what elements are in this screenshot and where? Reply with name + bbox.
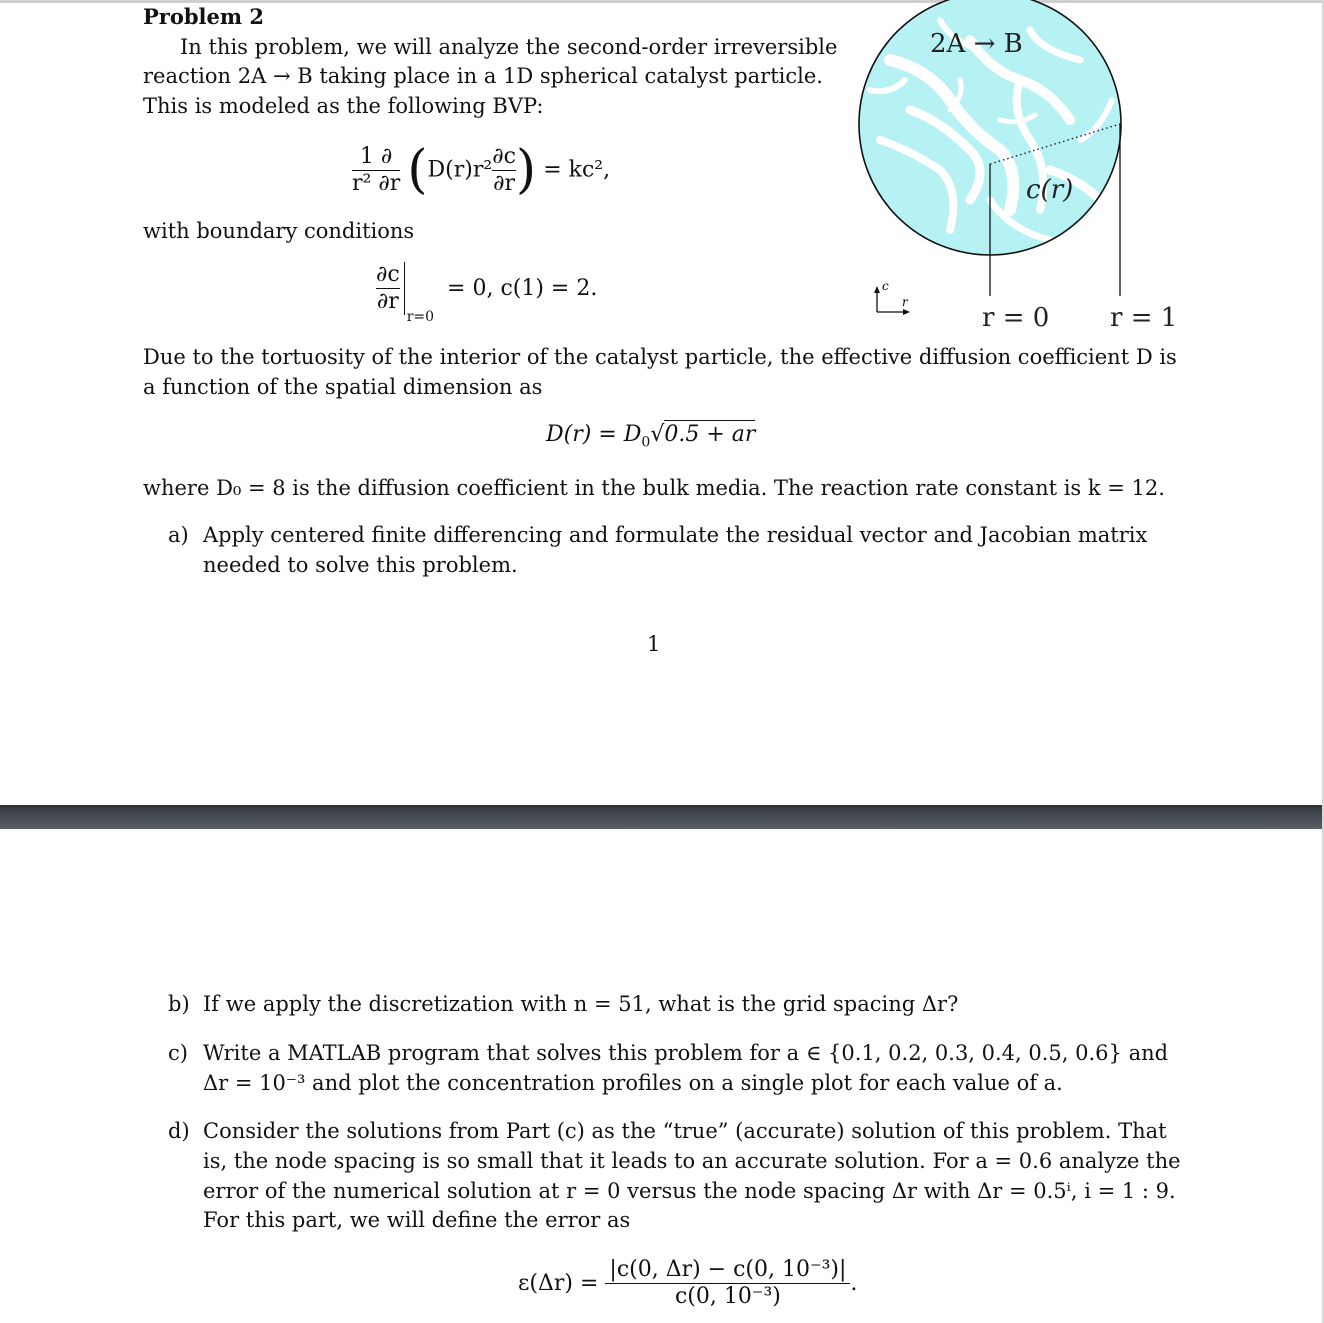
diffusion-radical: 0.5 + ar — [664, 422, 756, 447]
part-d-label: d) — [168, 1119, 190, 1143]
axis-r-label: r — [902, 295, 908, 309]
pde-equation — [352, 140, 610, 200]
part-a-line-2: needed to solve this problem. — [203, 553, 518, 577]
concentration-label: c(r) — [1026, 175, 1074, 205]
bc-deriv-den: ∂r — [376, 289, 399, 314]
page-separator — [0, 805, 1324, 829]
diffusion-sub: 0 — [641, 434, 651, 451]
bc-equation — [376, 262, 597, 325]
part-d-line-1: Consider the solutions from Part (c) as the “true” (accurate) solution of this problem. That — [203, 1119, 1167, 1143]
pde-prefix-fraction — [352, 144, 400, 197]
page-2 — [0, 829, 1324, 1323]
pde-prefix-den: r² ∂r — [352, 170, 401, 196]
c-axis-arrow — [874, 286, 880, 293]
bc-deriv-num: ∂c — [376, 262, 400, 287]
constants-line: where D₀ = 8 is the diffusion coefficient in the bulk media. The reaction rate constant is k = 12. — [143, 476, 1165, 500]
right-paren: ) — [515, 140, 537, 200]
tortuosity-line-1: Due to the tortuosity of the interior of the catalyst particle, the effective diffusion coefficient D is — [143, 345, 1177, 369]
part-a-line-1: Apply centered finite differencing and formulate the residual vector and Jacobian matrix — [203, 523, 1148, 547]
part-d-line-2: is, the node spacing is so small that it leads to an accurate solution. For a = 0.6 analyze the — [203, 1149, 1181, 1173]
part-b-line: If we apply the discretization with n = 51, what is the grid spacing Δr? — [203, 992, 959, 1016]
diffusion-lhs: D(r) = D — [546, 422, 642, 447]
error-den: c(0, 10⁻³) — [674, 1284, 781, 1309]
error-lhs: ε(Δr) = — [518, 1271, 599, 1296]
bc-intro: with boundary conditions — [143, 219, 415, 243]
error-equation — [518, 1257, 857, 1310]
r1-label: r = 1 — [1110, 303, 1178, 333]
diffusion-equation: $D(r) = D_0√0.5$ + ar — [546, 422, 756, 451]
bc-deriv — [376, 262, 405, 315]
pde-prefix-num: 1 ∂ — [352, 144, 400, 171]
part-b-label: b) — [168, 992, 190, 1016]
pde-inner-left: D(r)r² — [427, 157, 493, 183]
part-a-label: a) — [168, 523, 189, 547]
r0-label: r = 0 — [982, 303, 1050, 333]
tortuosity-line-2: a function of the spatial dimension as — [143, 375, 543, 399]
error-end: . — [850, 1271, 858, 1296]
intro-line-1: In this problem, we will analyze the second-order irreversible — [180, 35, 838, 59]
part-d-line-4: For this part, we will define the error as — [203, 1208, 631, 1232]
part-d-line-3: error of the numerical solution at r = 0 versus the node spacing Δr with Δr = 0.5ⁱ, i = 1 : 9. — [203, 1179, 1176, 1203]
intro-line-2: reaction 2A → B taking place in a 1D spherical catalyst particle. — [143, 64, 823, 88]
part-c-label: c) — [168, 1041, 188, 1065]
pde-inner-den: ∂r — [493, 170, 515, 196]
bc-rest: = 0, c(1) = 2. — [447, 276, 598, 301]
pde-inner-fraction — [492, 144, 516, 197]
reaction-label: 2A → B — [930, 29, 1023, 59]
catalyst-figure — [850, 0, 1190, 340]
problem-heading: Problem 2 — [143, 4, 265, 29]
error-num: |c(0, Δr) − c(0, 10⁻³)| — [605, 1257, 850, 1284]
page-number: 1 — [647, 632, 661, 656]
left-paren: ( — [407, 140, 428, 200]
error-fraction — [605, 1257, 850, 1310]
part-c-line-2: Δr = 10⁻³ and plot the concentration profiles on a single plot for each value of a. — [203, 1071, 1063, 1095]
pde-rhs: = kc², — [543, 157, 611, 183]
axis-c-label: c — [882, 279, 889, 293]
pde-inner-num: ∂c — [492, 143, 516, 169]
part-c-line-1: Write a MATLAB program that solves this problem for a ∈ {0.1, 0.2, 0.3, 0.4, 0.5, 0.6} and — [203, 1041, 1169, 1065]
intro-line-3: This is modeled as the following BVP: — [143, 94, 544, 118]
bc-eval-at: r=0 — [406, 308, 435, 325]
r-axis-arrow — [903, 309, 910, 315]
